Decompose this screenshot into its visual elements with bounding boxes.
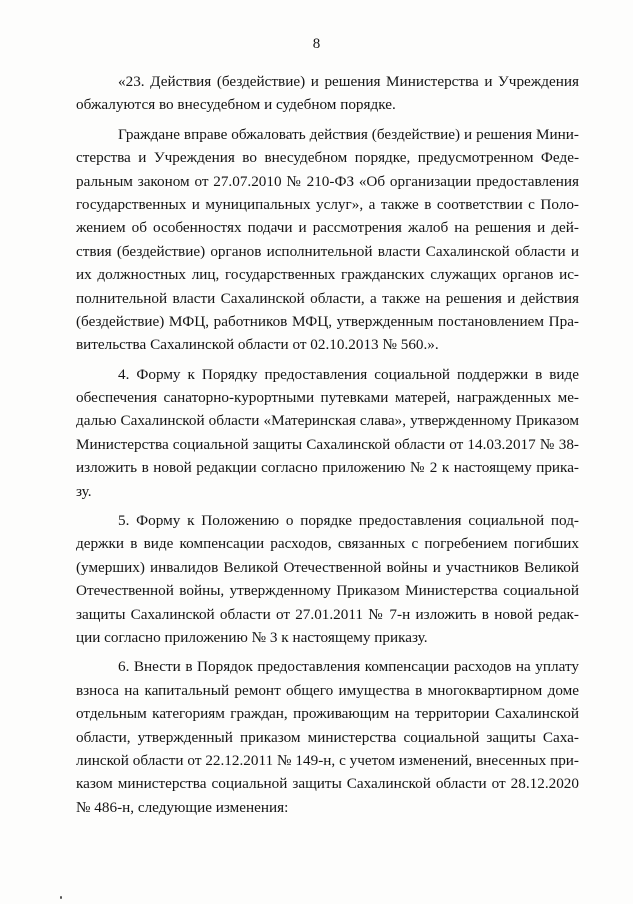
- text-line: ции согласно приложению № 3 к настоящему приказу.: [76, 628, 428, 646]
- text-line: 5. Форму к Положению о порядке предоставления социальной под-: [118, 512, 579, 530]
- text-line: взноса на капитальный ремонт общего имущества в многоквартирном доме: [76, 681, 579, 699]
- text-line: Граждане вправе обжаловать действия (бездействие) и решения Мини-: [118, 125, 579, 143]
- text-line: линской области от 22.12.2011 № 149-н, с учетом изменений, внесенных при-: [76, 751, 579, 769]
- text-line: вительства Сахалинской области от 02.10.2013 № 560.».: [76, 336, 439, 354]
- text-line: № 486-н, следующие изменения:: [76, 798, 289, 816]
- paragraph: [76, 70, 579, 117]
- text-line: далью Сахалинской области «Материнская слава», утвержденному Приказом: [76, 412, 579, 430]
- text-line: отдельным категориям граждан, проживающим на территории Сахалинской: [76, 705, 579, 723]
- text-line: защиты Сахалинской области от 27.01.2011 № 7-н изложить в новой редак-: [76, 605, 579, 623]
- text-line: полнительной власти Сахалинской области, а также на решения и действия: [76, 289, 579, 307]
- text-line: жением об особенностях подачи и рассмотрения жалоб на решения и дей-: [76, 219, 579, 237]
- text-line: (бездействие) МФЦ, работников МФЦ, утвержденным постановлением Пра-: [76, 312, 579, 330]
- paragraph: [76, 509, 579, 649]
- text-line: казом министерства социальной защиты Сахалинской области от 28.12.2020: [76, 775, 579, 793]
- paragraph: [76, 655, 579, 819]
- scan-speck: [60, 896, 62, 899]
- text-line: обжалуются во внесудебном и судебном порядке.: [76, 96, 396, 114]
- text-line: зу.: [76, 482, 92, 500]
- text-line: обеспечения санаторно-курортными путевками матерей, награжденных ме-: [76, 389, 579, 407]
- text-line: ральным законом от 27.07.2010 № 210-ФЗ «Об организации предоставления: [76, 172, 579, 190]
- text-line: стерства и Учреждения во внесудебном порядке, предусмотренном Феде-: [76, 149, 579, 167]
- text-line: ствия (бездействие) органов исполнительной власти Сахалинской области и: [76, 242, 579, 260]
- text-line: «23. Действия (бездействие) и решения Министерства и Учреждения: [118, 73, 579, 90]
- paragraph: [76, 123, 579, 357]
- text-line: области, утвержденный приказом министерства социальной защиты Саха-: [76, 728, 579, 746]
- text-line: Отечественной войны, утвержденному Приказом Министерства социальной: [76, 582, 579, 600]
- page-number: 8: [312, 36, 321, 52]
- text-line: их должностных лиц, государственных гражданских служащих органов ис-: [76, 266, 579, 284]
- text-line: (умерших) инвалидов Великой Отечественной войны и участников Великой: [76, 558, 579, 576]
- text-line: 6. Внести в Порядок предоставления компенсации расходов на уплату: [118, 658, 579, 676]
- text-line: Министерства социальной защиты Сахалинской области от 14.03.2017 № 38-: [76, 435, 579, 453]
- document-body: [76, 70, 579, 819]
- text-line: 4. Форму к Порядку предоставления социальной поддержки в виде: [118, 365, 579, 383]
- text-line: изложить в новой редакции согласно приложению № 2 к настоящему прика-: [76, 459, 579, 477]
- text-line: держки в виде компенсации расходов, связанных с погребением погибших: [76, 535, 579, 553]
- text-line: государственных и муниципальных услуг», а также в соответствии с Поло-: [76, 195, 579, 213]
- paragraph: [76, 363, 579, 503]
